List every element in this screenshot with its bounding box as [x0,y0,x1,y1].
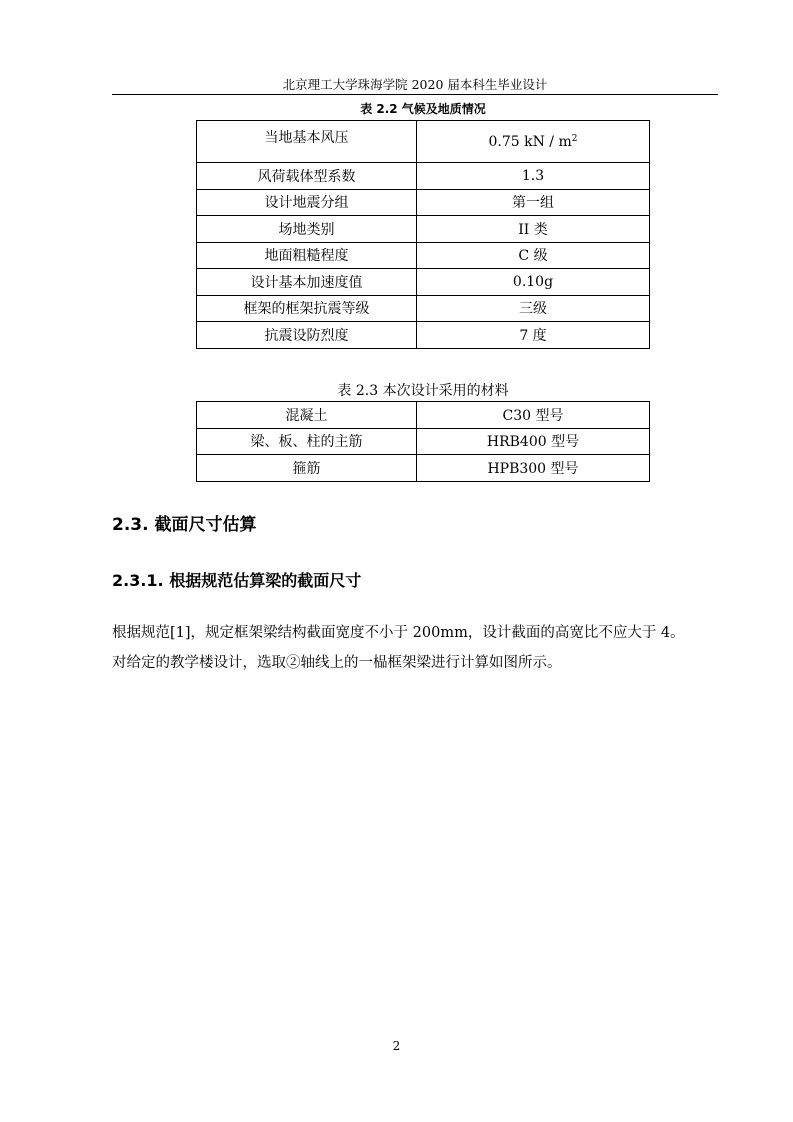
table-row [197,121,650,163]
page-header: 北京理工大学珠海学院 2020 届本科生毕业设计 [282,77,548,92]
table-caption-climate: 表 2.2 气候及地质情况 [360,102,486,116]
table-cell-value: HRB400 型号 [417,428,650,455]
subsection-heading: 2.3.1. 根据规范估算梁的截面尺寸 [112,571,362,590]
table-row [197,242,650,269]
section-heading: 2.3. 截面尺寸估算 [112,515,257,535]
table-cell-label: 框架的框架抗震等级 [197,295,417,322]
table-cell-value: II 类 [417,216,650,243]
table-row [197,189,650,216]
header-divider [112,94,718,95]
table-row [197,455,650,482]
table-cell-label: 设计地震分组 [197,189,417,216]
table-cell-value: 0.10g [417,269,650,296]
table-row [197,163,650,190]
table-cell-value: 三级 [417,295,650,322]
table-row [197,322,650,349]
table-row [197,269,650,296]
table-cell-value: 7 度 [417,322,650,349]
table-cell-label: 场地类别 [197,216,417,243]
body-line-2: 对给定的教学楼设计，选取②轴线上的一榀框架梁进行计算如图所示。 [112,655,562,671]
table-cell-value: C 级 [417,242,650,269]
table-cell-value [417,121,650,163]
climate-geology-table [196,120,650,349]
table-row [197,216,650,243]
table-cell-label: 当地基本风压 [197,121,417,163]
table-cell-label: 箍筋 [197,455,417,482]
table-cell-label: 梁、板、柱的主筋 [197,428,417,455]
table-cell-label: 风荷载体型系数 [197,163,417,190]
body-line-1: 根据规范[1]，规定框架梁结构截面宽度不小于 200mm，设计截面的高宽比不应大于 4。 [112,625,685,641]
wind-pressure-value: 0.75 kN / m [488,133,572,150]
table-row [197,402,650,429]
table-cell-label: 抗震设防烈度 [197,322,417,349]
table-caption-materials: 表 2.3 本次设计采用的材料 [337,383,509,399]
body-paragraph [112,618,722,678]
table-cell-label: 设计基本加速度值 [197,269,417,296]
materials-table [196,401,650,482]
table-row [197,295,650,322]
table-row [197,428,650,455]
table-cell-value: C30 型号 [417,402,650,429]
table-cell-label: 混凝土 [197,402,417,429]
unit-superscript: 2 [571,133,578,144]
table-cell-label: 地面粗糙程度 [197,242,417,269]
table-cell-value: 1.3 [417,163,650,190]
page-number: 2 [392,1039,401,1053]
table-cell-value: HPB300 型号 [417,455,650,482]
table-cell-value: 第一组 [417,189,650,216]
